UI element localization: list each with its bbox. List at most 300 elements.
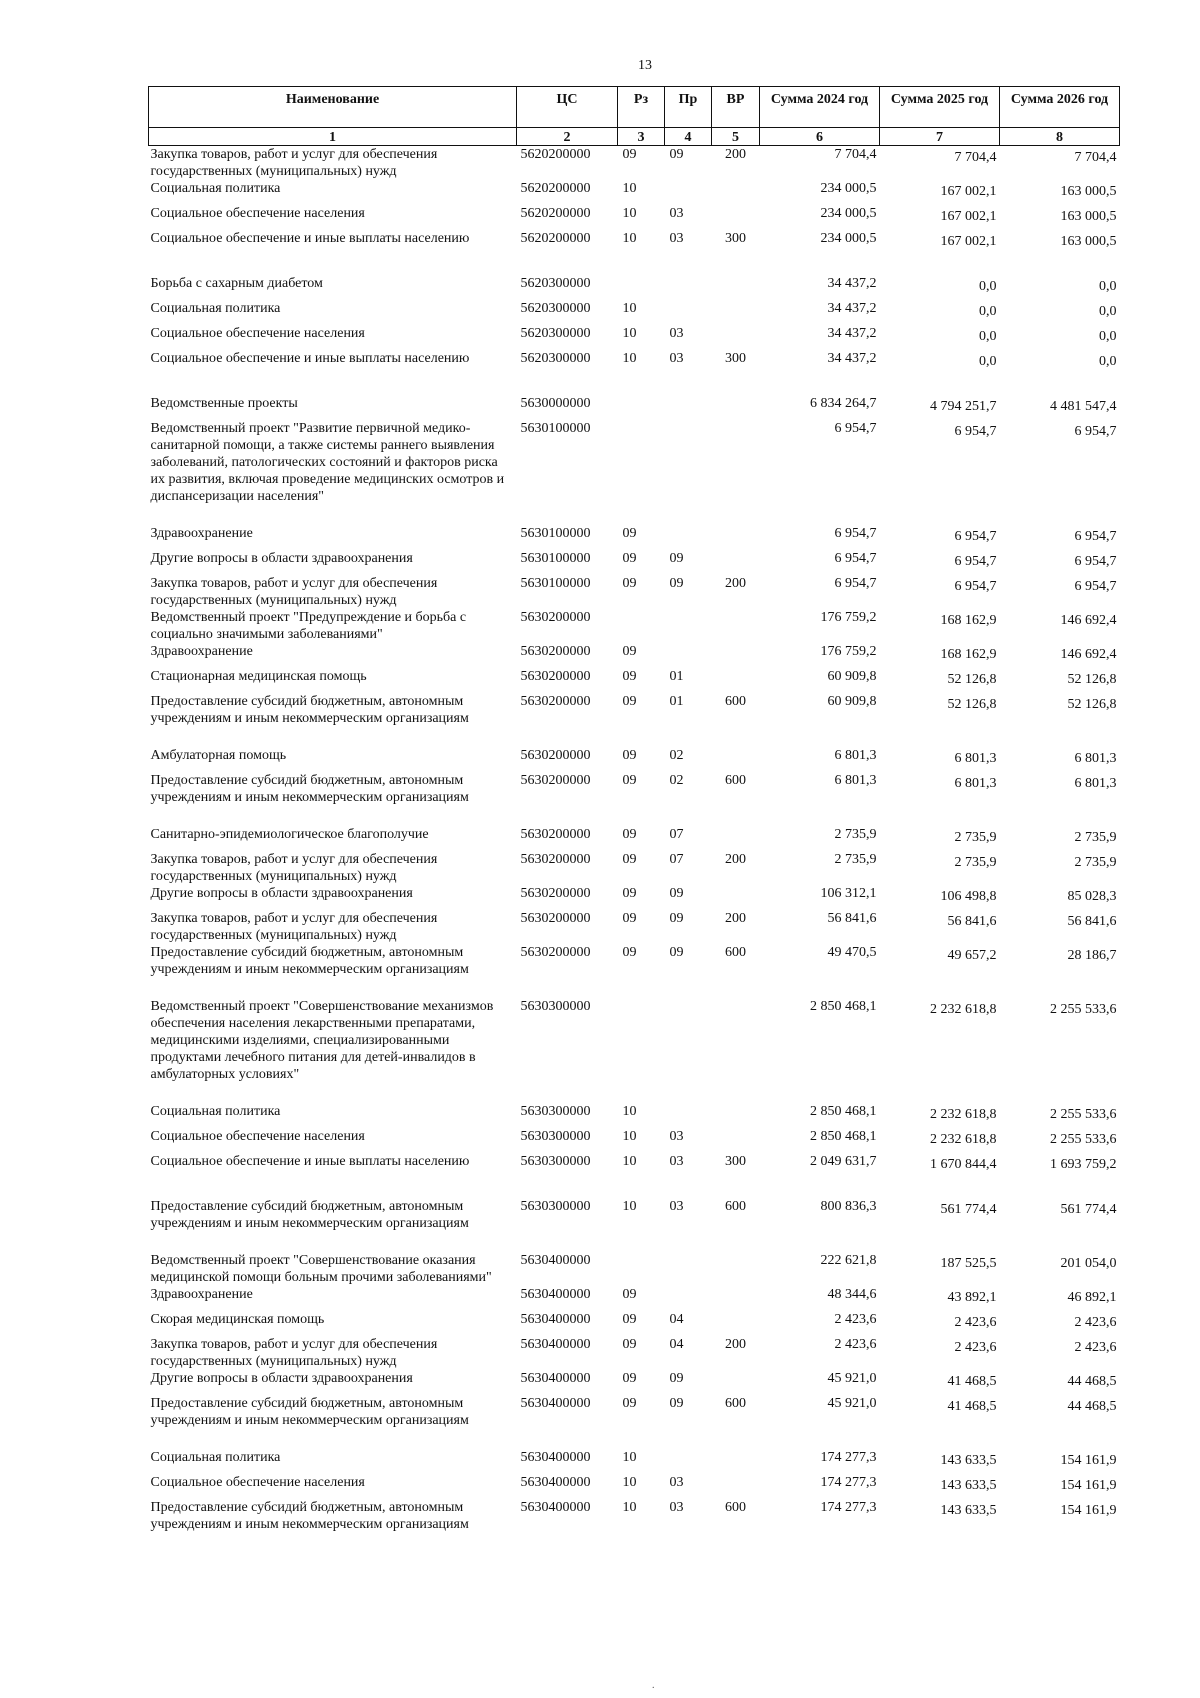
row-pr-code: 09 bbox=[669, 576, 684, 591]
row-sum-2025: 6 954,7 bbox=[954, 529, 997, 544]
column-number: 7 bbox=[880, 128, 1000, 146]
row-cs-code: 5630300000 bbox=[520, 999, 591, 1014]
row-cs-code: 5630400000 bbox=[520, 1312, 591, 1327]
row-rz-code: 09 bbox=[622, 644, 637, 659]
table-row bbox=[149, 998, 1120, 1083]
row-sum-2024: 6 834 264,7 bbox=[810, 396, 877, 411]
row-sum-2024: 34 437,2 bbox=[827, 326, 877, 341]
row-cs-code: 5630200000 bbox=[520, 827, 591, 842]
row-cs-code: 5630400000 bbox=[520, 1337, 591, 1352]
row-vr-code bbox=[712, 747, 760, 772]
row-sum-2025: 43 892,1 bbox=[947, 1290, 997, 1305]
row-vr-code: 300 bbox=[725, 1154, 746, 1169]
row-pr-code bbox=[665, 300, 712, 325]
row-rz-code bbox=[618, 1252, 665, 1286]
row-sum-2024: 6 954,7 bbox=[834, 421, 877, 436]
row-pr-code bbox=[665, 395, 712, 420]
row-cs-code: 5630300000 bbox=[520, 1129, 591, 1144]
row-rz-code: 09 bbox=[622, 886, 637, 901]
row-sum-2026: 163 000,5 bbox=[1060, 234, 1117, 249]
table-row bbox=[149, 1286, 1120, 1311]
row-rz-code: 09 bbox=[622, 827, 637, 842]
table-row bbox=[149, 1449, 1120, 1474]
row-cs-code: 5630100000 bbox=[520, 551, 591, 566]
table-row bbox=[149, 1474, 1120, 1499]
row-rz-code: 10 bbox=[622, 351, 637, 366]
row-vr-code bbox=[712, 550, 760, 575]
row-name: Здравоохранение bbox=[150, 1287, 253, 1302]
row-rz-code: 09 bbox=[622, 551, 637, 566]
row-vr-code: 200 bbox=[725, 911, 746, 926]
row-name: Борьба с сахарным диабетом bbox=[150, 276, 323, 291]
row-sum-2026: 28 186,7 bbox=[1067, 948, 1117, 963]
row-name: Стационарная медицинская помощь bbox=[150, 669, 367, 684]
column-number: 8 bbox=[1000, 128, 1120, 146]
row-pr-code: 03 bbox=[669, 326, 684, 341]
table-row bbox=[149, 146, 1120, 181]
row-sum-2024: 2 735,9 bbox=[834, 827, 877, 842]
row-sum-2024: 234 000,5 bbox=[820, 206, 877, 221]
row-sum-2026: 2 423,6 bbox=[1074, 1315, 1117, 1330]
header-sum-2025: Сумма 2025 год bbox=[880, 87, 1000, 128]
row-pr-code: 03 bbox=[669, 1500, 684, 1515]
row-sum-2026: 6 954,7 bbox=[1074, 529, 1117, 544]
row-cs-code: 5630400000 bbox=[520, 1500, 591, 1515]
row-name: Закупка товаров, работ и услуг для обеспечения государственных (муниципальных) нужд bbox=[150, 852, 438, 884]
spacer-row bbox=[149, 978, 1120, 998]
row-sum-2026: 154 161,9 bbox=[1060, 1503, 1117, 1518]
row-sum-2025: 167 002,1 bbox=[940, 209, 997, 224]
row-name: Ведомственный проект "Развитие первичной медико-санитарной помощи, а также системы раннего выявления заболеваний, патологических состояний и факторов риска их развития, включая проведение медицинских осмотров и диспансеризации населения" bbox=[150, 421, 505, 504]
table-row bbox=[149, 1252, 1120, 1286]
row-sum-2025: 561 774,4 bbox=[940, 1202, 997, 1217]
table-row bbox=[149, 180, 1120, 205]
row-cs-code: 5630400000 bbox=[520, 1287, 591, 1302]
budget-table bbox=[148, 86, 1120, 1533]
row-pr-code bbox=[665, 643, 712, 668]
row-rz-code: 09 bbox=[622, 911, 637, 926]
row-sum-2026: 1 693 759,2 bbox=[1050, 1157, 1117, 1172]
spacer-row bbox=[149, 727, 1120, 747]
row-sum-2025: 2 232 618,8 bbox=[930, 1002, 997, 1017]
row-rz-code bbox=[618, 998, 665, 1083]
column-number: 6 bbox=[760, 128, 880, 146]
row-sum-2024: 7 704,4 bbox=[834, 147, 877, 162]
page-number: 13 bbox=[638, 58, 652, 73]
table-row bbox=[149, 1198, 1120, 1232]
row-sum-2025: 0,0 bbox=[979, 279, 997, 294]
row-vr-code: 600 bbox=[725, 1396, 746, 1411]
row-name: Предоставление субсидий бюджетным, автономным учреждениям и иным некоммерческим организациям bbox=[150, 1396, 469, 1428]
row-sum-2024: 6 801,3 bbox=[834, 748, 877, 763]
column-number: 1 bbox=[149, 128, 517, 146]
row-pr-code: 04 bbox=[669, 1337, 684, 1352]
row-pr-code: 03 bbox=[669, 351, 684, 366]
spacer-cell bbox=[149, 1429, 1120, 1449]
row-sum-2025: 2 735,9 bbox=[954, 855, 997, 870]
row-sum-2026: 56 841,6 bbox=[1067, 914, 1117, 929]
row-sum-2025: 143 633,5 bbox=[940, 1503, 997, 1518]
row-sum-2025: 2 423,6 bbox=[954, 1340, 997, 1355]
spacer-row bbox=[149, 806, 1120, 826]
row-rz-code: 09 bbox=[622, 748, 637, 763]
row-cs-code: 5630200000 bbox=[520, 610, 591, 625]
row-name: Скорая медицинская помощь bbox=[150, 1312, 325, 1327]
column-number-row bbox=[149, 128, 1120, 146]
table-row bbox=[149, 275, 1120, 300]
row-rz-code: 09 bbox=[622, 1312, 637, 1327]
row-name: Социальное обеспечение населения bbox=[150, 326, 365, 341]
header-sum-2024: Сумма 2024 год bbox=[760, 87, 880, 128]
row-sum-2025: 187 525,5 bbox=[940, 1256, 997, 1271]
spacer-cell bbox=[149, 1178, 1120, 1198]
row-pr-code bbox=[665, 275, 712, 300]
row-sum-2025: 0,0 bbox=[979, 304, 997, 319]
row-pr-code bbox=[665, 420, 712, 505]
row-cs-code: 5630200000 bbox=[520, 852, 591, 867]
table-row bbox=[149, 747, 1120, 772]
row-cs-code: 5620200000 bbox=[520, 181, 591, 196]
row-name: Предоставление субсидий бюджетным, автономным учреждениям и иным некоммерческим организациям bbox=[150, 773, 469, 805]
row-sum-2025: 52 126,8 bbox=[947, 697, 997, 712]
row-cs-code: 5630200000 bbox=[520, 886, 591, 901]
row-pr-code: 07 bbox=[669, 852, 684, 867]
row-rz-code: 09 bbox=[622, 1371, 637, 1386]
row-name: Ведомственный проект "Совершенствование механизмов обеспечения населения лекарственными препаратами, медицинскими изделиями, специализированными продуктами лечебного питания для детей-инвалидов в амбулаторных условиях" bbox=[150, 999, 494, 1082]
row-rz-code: 09 bbox=[622, 526, 637, 541]
row-name: Социальное обеспечение и иные выплаты населению bbox=[150, 1154, 470, 1169]
row-sum-2024: 34 437,2 bbox=[827, 301, 877, 316]
row-cs-code: 5620200000 bbox=[520, 147, 591, 162]
row-name: Социальная политика bbox=[150, 301, 281, 316]
row-vr-code: 300 bbox=[725, 231, 746, 246]
row-name: Закупка товаров, работ и услуг для обеспечения государственных (муниципальных) нужд bbox=[150, 1337, 438, 1369]
row-sum-2025: 167 002,1 bbox=[940, 184, 997, 199]
row-pr-code: 09 bbox=[669, 945, 684, 960]
row-pr-code: 09 bbox=[669, 1371, 684, 1386]
row-sum-2024: 2 850 468,1 bbox=[810, 999, 877, 1014]
row-pr-code: 09 bbox=[669, 147, 684, 162]
spacer-cell bbox=[149, 1232, 1120, 1252]
table-row bbox=[149, 826, 1120, 851]
row-name: Здравоохранение bbox=[150, 526, 253, 541]
row-sum-2026: 201 054,0 bbox=[1060, 1256, 1117, 1271]
row-pr-code: 09 bbox=[669, 911, 684, 926]
row-pr-code: 09 bbox=[669, 551, 684, 566]
row-sum-2025: 167 002,1 bbox=[940, 234, 997, 249]
row-sum-2024: 800 836,3 bbox=[820, 1199, 877, 1214]
row-sum-2026: 2 255 533,6 bbox=[1050, 1132, 1117, 1147]
row-rz-code: 09 bbox=[622, 773, 637, 788]
row-sum-2026: 4 481 547,4 bbox=[1050, 399, 1117, 414]
row-pr-code: 01 bbox=[669, 694, 684, 709]
row-sum-2026: 44 468,5 bbox=[1067, 1399, 1117, 1414]
table-row bbox=[149, 1128, 1120, 1153]
row-sum-2026: 561 774,4 bbox=[1060, 1202, 1117, 1217]
row-pr-code bbox=[665, 1252, 712, 1286]
row-cs-code: 5630400000 bbox=[520, 1253, 591, 1268]
table-row bbox=[149, 350, 1120, 375]
row-sum-2024: 2 423,6 bbox=[834, 1312, 877, 1327]
row-name: Закупка товаров, работ и услуг для обеспечения государственных (муниципальных) нужд bbox=[150, 576, 438, 608]
row-sum-2026: 2 255 533,6 bbox=[1050, 1002, 1117, 1017]
row-name: Социальное обеспечение населения bbox=[150, 1129, 365, 1144]
row-sum-2026: 2 423,6 bbox=[1074, 1340, 1117, 1355]
row-sum-2025: 6 801,3 bbox=[954, 751, 997, 766]
table-row bbox=[149, 910, 1120, 944]
spacer-cell bbox=[149, 255, 1120, 275]
row-sum-2026: 163 000,5 bbox=[1060, 209, 1117, 224]
row-sum-2025: 41 468,5 bbox=[947, 1399, 997, 1414]
row-cs-code: 5620200000 bbox=[520, 231, 591, 246]
row-pr-code: 09 bbox=[669, 886, 684, 901]
row-sum-2025: 4 794 251,7 bbox=[930, 399, 997, 414]
table-row bbox=[149, 300, 1120, 325]
row-sum-2026: 154 161,9 bbox=[1060, 1478, 1117, 1493]
row-name: Социальная политика bbox=[150, 181, 281, 196]
row-vr-code: 200 bbox=[725, 147, 746, 162]
row-sum-2025: 143 633,5 bbox=[940, 1478, 997, 1493]
row-sum-2026: 6 801,3 bbox=[1074, 776, 1117, 791]
row-rz-code: 10 bbox=[622, 301, 637, 316]
header-name: Наименование bbox=[149, 87, 517, 128]
row-pr-code: 07 bbox=[669, 827, 684, 842]
row-vr-code bbox=[712, 420, 760, 505]
row-vr-code bbox=[712, 1286, 760, 1311]
row-rz-code: 10 bbox=[622, 1104, 637, 1119]
row-pr-code: 02 bbox=[669, 773, 684, 788]
row-vr-code bbox=[712, 1370, 760, 1395]
row-sum-2025: 56 841,6 bbox=[947, 914, 997, 929]
row-cs-code: 5630200000 bbox=[520, 748, 591, 763]
row-sum-2025: 2 232 618,8 bbox=[930, 1107, 997, 1122]
row-pr-code: 03 bbox=[669, 1129, 684, 1144]
table-row bbox=[149, 643, 1120, 668]
row-cs-code: 5630100000 bbox=[520, 576, 591, 591]
table-body bbox=[149, 146, 1120, 1534]
row-sum-2024: 45 921,0 bbox=[827, 1371, 877, 1386]
row-sum-2024: 45 921,0 bbox=[827, 1396, 877, 1411]
row-sum-2024: 2 049 631,7 bbox=[810, 1154, 877, 1169]
spacer-row bbox=[149, 1083, 1120, 1103]
row-sum-2025: 6 954,7 bbox=[954, 554, 997, 569]
row-name: Закупка товаров, работ и услуг для обеспечения государственных (муниципальных) нужд bbox=[150, 911, 438, 943]
row-vr-code bbox=[712, 826, 760, 851]
row-sum-2025: 168 162,9 bbox=[940, 647, 997, 662]
spacer-row bbox=[149, 1232, 1120, 1252]
row-cs-code: 5630200000 bbox=[520, 911, 591, 926]
row-name: Социальная политика bbox=[150, 1104, 281, 1119]
row-pr-code bbox=[665, 609, 712, 643]
row-vr-code bbox=[712, 1103, 760, 1128]
row-cs-code: 5630100000 bbox=[520, 421, 591, 436]
row-sum-2026: 2 735,9 bbox=[1074, 830, 1117, 845]
row-sum-2026: 146 692,4 bbox=[1060, 613, 1117, 628]
table-row bbox=[149, 944, 1120, 978]
row-sum-2026: 0,0 bbox=[1099, 354, 1117, 369]
row-vr-code: 600 bbox=[725, 773, 746, 788]
row-sum-2024: 6 954,7 bbox=[834, 526, 877, 541]
table-row bbox=[149, 550, 1120, 575]
row-name: Социальное обеспечение и иные выплаты населению bbox=[150, 351, 470, 366]
spacer-cell bbox=[149, 978, 1120, 998]
row-sum-2024: 34 437,2 bbox=[827, 351, 877, 366]
column-number: 5 bbox=[712, 128, 760, 146]
row-pr-code bbox=[665, 180, 712, 205]
row-vr-code: 200 bbox=[725, 1337, 746, 1352]
row-rz-code: 09 bbox=[622, 852, 637, 867]
row-name: Предоставление субсидий бюджетным, автономным учреждениям и иным некоммерческим организациям bbox=[150, 945, 469, 977]
row-sum-2026: 6 954,7 bbox=[1074, 424, 1117, 439]
row-sum-2025: 1 670 844,4 bbox=[930, 1157, 997, 1172]
row-pr-code: 01 bbox=[669, 669, 684, 684]
row-pr-code bbox=[665, 525, 712, 550]
row-name: Социальное обеспечение населения bbox=[150, 206, 365, 221]
row-vr-code: 600 bbox=[725, 694, 746, 709]
row-sum-2024: 106 312,1 bbox=[820, 886, 877, 901]
row-cs-code: 5630300000 bbox=[520, 1154, 591, 1169]
row-sum-2026: 2 255 533,6 bbox=[1050, 1107, 1117, 1122]
page-bottom-mark: . bbox=[652, 1680, 655, 1691]
row-pr-code: 03 bbox=[669, 1154, 684, 1169]
row-name: Другие вопросы в области здравоохранения bbox=[150, 551, 413, 566]
row-rz-code: 10 bbox=[622, 1199, 637, 1214]
row-sum-2024: 34 437,2 bbox=[827, 276, 877, 291]
table-row bbox=[149, 325, 1120, 350]
row-sum-2025: 49 657,2 bbox=[947, 948, 997, 963]
row-vr-code bbox=[712, 1252, 760, 1286]
row-sum-2026: 7 704,4 bbox=[1074, 150, 1117, 165]
row-sum-2025: 6 954,7 bbox=[954, 579, 997, 594]
row-cs-code: 5620300000 bbox=[520, 351, 591, 366]
row-cs-code: 5630200000 bbox=[520, 945, 591, 960]
table-header-row bbox=[149, 87, 1120, 128]
table-row bbox=[149, 693, 1120, 727]
row-cs-code: 5630300000 bbox=[520, 1104, 591, 1119]
row-name: Другие вопросы в области здравоохранения bbox=[150, 1371, 413, 1386]
row-vr-code: 300 bbox=[725, 351, 746, 366]
row-rz-code: 10 bbox=[622, 1129, 637, 1144]
spacer-row bbox=[149, 375, 1120, 395]
row-sum-2025: 7 704,4 bbox=[954, 150, 997, 165]
row-vr-code bbox=[712, 275, 760, 300]
row-sum-2025: 168 162,9 bbox=[940, 613, 997, 628]
row-name: Предоставление субсидий бюджетным, автономным учреждениям и иным некоммерческим организациям bbox=[150, 1199, 469, 1231]
row-sum-2024: 174 277,3 bbox=[820, 1500, 877, 1515]
row-sum-2025: 143 633,5 bbox=[940, 1453, 997, 1468]
row-rz-code: 10 bbox=[622, 231, 637, 246]
row-sum-2026: 154 161,9 bbox=[1060, 1453, 1117, 1468]
row-pr-code: 03 bbox=[669, 1475, 684, 1490]
row-sum-2024: 174 277,3 bbox=[820, 1450, 877, 1465]
table-row bbox=[149, 885, 1120, 910]
row-name: Другие вопросы в области здравоохранения bbox=[150, 886, 413, 901]
row-name: Социальная политика bbox=[150, 1450, 281, 1465]
spacer-cell bbox=[149, 1083, 1120, 1103]
row-cs-code: 5630100000 bbox=[520, 526, 591, 541]
row-sum-2024: 60 909,8 bbox=[827, 669, 877, 684]
row-sum-2026: 146 692,4 bbox=[1060, 647, 1117, 662]
header-vr: ВР bbox=[712, 87, 760, 128]
row-sum-2025: 6 801,3 bbox=[954, 776, 997, 791]
spacer-cell bbox=[149, 806, 1120, 826]
row-vr-code: 600 bbox=[725, 945, 746, 960]
table-row bbox=[149, 525, 1120, 550]
row-sum-2024: 60 909,8 bbox=[827, 694, 877, 709]
spacer-row bbox=[149, 255, 1120, 275]
table-row bbox=[149, 420, 1120, 505]
row-sum-2024: 176 759,2 bbox=[820, 644, 877, 659]
row-rz-code: 09 bbox=[622, 669, 637, 684]
table-row bbox=[149, 1153, 1120, 1178]
row-cs-code: 5630000000 bbox=[520, 396, 591, 411]
row-rz-code: 10 bbox=[622, 326, 637, 341]
row-rz-code: 10 bbox=[622, 1450, 637, 1465]
row-rz-code: 09 bbox=[622, 945, 637, 960]
row-name: Ведомственный проект "Предупреждение и борьба с социально значимыми заболеваниями" bbox=[150, 610, 467, 642]
row-pr-code: 03 bbox=[669, 1199, 684, 1214]
table-row bbox=[149, 1103, 1120, 1128]
row-sum-2025: 52 126,8 bbox=[947, 672, 997, 687]
row-vr-code bbox=[712, 668, 760, 693]
row-sum-2026: 6 954,7 bbox=[1074, 554, 1117, 569]
row-vr-code bbox=[712, 180, 760, 205]
table-row bbox=[149, 1311, 1120, 1336]
row-vr-code bbox=[712, 1311, 760, 1336]
row-vr-code bbox=[712, 1449, 760, 1474]
row-vr-code bbox=[712, 998, 760, 1083]
spacer-cell bbox=[149, 505, 1120, 525]
row-rz-code: 09 bbox=[622, 147, 637, 162]
table-row bbox=[149, 772, 1120, 806]
row-vr-code: 200 bbox=[725, 576, 746, 591]
row-sum-2026: 163 000,5 bbox=[1060, 184, 1117, 199]
row-sum-2025: 6 954,7 bbox=[954, 424, 997, 439]
spacer-row bbox=[149, 505, 1120, 525]
table-row bbox=[149, 1499, 1120, 1533]
row-name: Закупка товаров, работ и услуг для обеспечения государственных (муниципальных) нужд bbox=[150, 147, 438, 179]
row-name: Предоставление субсидий бюджетным, автономным учреждениям и иным некоммерческим организациям bbox=[150, 1500, 469, 1532]
row-sum-2024: 56 841,6 bbox=[827, 911, 877, 926]
row-sum-2025: 0,0 bbox=[979, 329, 997, 344]
row-name: Ведомственный проект "Совершенствование оказания медицинской помощи больным прочими заболеваниями" bbox=[150, 1253, 492, 1285]
row-sum-2024: 234 000,5 bbox=[820, 181, 877, 196]
column-number: 4 bbox=[665, 128, 712, 146]
row-name: Предоставление субсидий бюджетным, автономным учреждениям и иным некоммерческим организациям bbox=[150, 694, 469, 726]
row-pr-code bbox=[665, 998, 712, 1083]
row-sum-2024: 48 344,6 bbox=[827, 1287, 877, 1302]
table-row bbox=[149, 668, 1120, 693]
row-vr-code bbox=[712, 395, 760, 420]
row-cs-code: 5630300000 bbox=[520, 1199, 591, 1214]
row-sum-2024: 2 423,6 bbox=[834, 1337, 877, 1352]
row-cs-code: 5620200000 bbox=[520, 206, 591, 221]
row-sum-2026: 52 126,8 bbox=[1067, 697, 1117, 712]
row-name: Социальное обеспечение населения bbox=[150, 1475, 365, 1490]
row-pr-code: 04 bbox=[669, 1312, 684, 1327]
table-row bbox=[149, 575, 1120, 609]
row-cs-code: 5630400000 bbox=[520, 1396, 591, 1411]
row-vr-code bbox=[712, 300, 760, 325]
spacer-row bbox=[149, 1178, 1120, 1198]
table-row bbox=[149, 230, 1120, 255]
row-cs-code: 5630400000 bbox=[520, 1475, 591, 1490]
row-rz-code: 10 bbox=[622, 206, 637, 221]
row-sum-2024: 2 850 468,1 bbox=[810, 1104, 877, 1119]
row-name: Санитарно-эпидемиологическое благополучие bbox=[150, 827, 429, 842]
row-cs-code: 5620300000 bbox=[520, 301, 591, 316]
row-sum-2024: 234 000,5 bbox=[820, 231, 877, 246]
